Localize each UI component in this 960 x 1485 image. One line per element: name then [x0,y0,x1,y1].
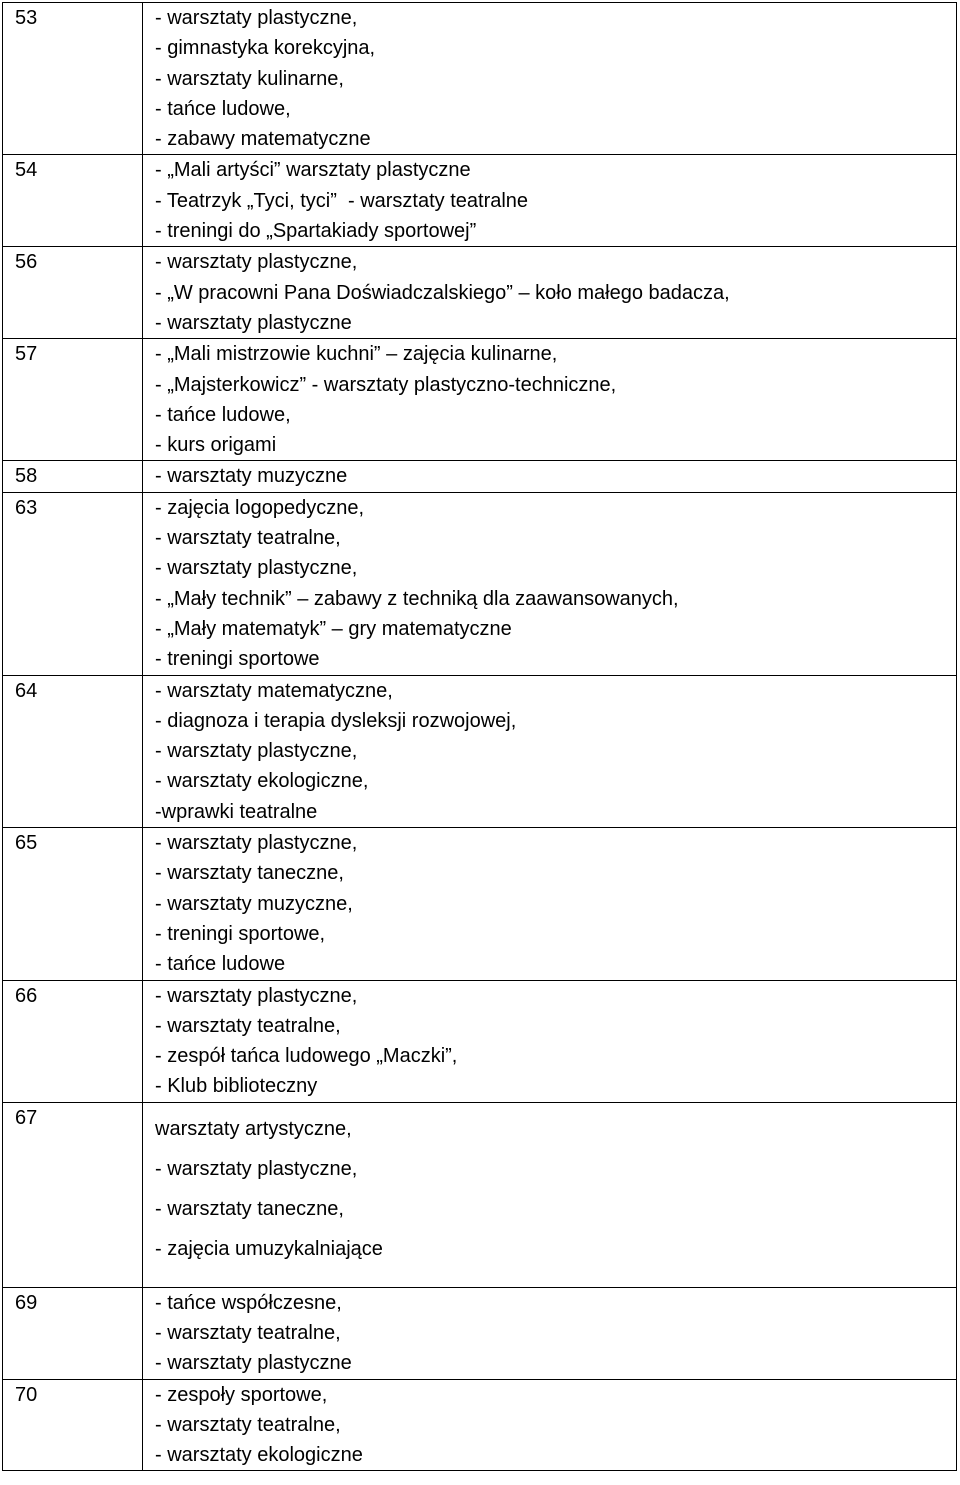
activities-cell [143,461,957,492]
school-number-cell [3,1102,143,1287]
activity-item: - „Mały matematyk” – gry matematyczne [155,617,512,640]
school-number: 54 [15,159,38,182]
activity-item: - tańce współczesne, [155,1291,342,1314]
school-number: 70 [15,1383,38,1406]
activity-item: - warsztaty kulinarne, [155,67,344,90]
activity-item: - warsztaty plastyczne, [155,740,358,763]
activity-item: - warsztaty plastyczne, [155,251,358,274]
table-row [3,675,957,827]
school-number-cell [3,247,143,339]
activity-item: - diagnoza i terapia dysleksji rozwojowej, [155,709,517,732]
activity-item: - treningi sportowe [155,648,320,671]
activity-item: - treningi do „Spartakiady sportowej” [155,220,477,243]
table-row [3,1379,957,1471]
school-number-cell [3,1379,143,1471]
activities-cell [143,1379,957,1471]
activities-table-body [3,3,957,1471]
activity-item: - warsztaty plastyczne, [155,984,358,1007]
table-row [3,828,957,980]
activity-item: - „Mały technik” – zabawy z techniką dla zaawansowanych, [155,587,679,610]
activities-table [2,2,957,1471]
activity-item: - warsztaty plastyczne, [155,7,358,29]
activity-item: - gimnastyka korekcyjna, [155,37,376,60]
table-row [3,3,957,155]
activity-item: - warsztaty matematyczne, [155,679,393,702]
school-number-cell [3,3,143,155]
table-row [3,1287,957,1379]
activity-item: - warsztaty teatralne, [155,1413,341,1436]
activity-item: - warsztaty teatralne, [155,1014,341,1037]
table-row [3,247,957,339]
school-number: 69 [15,1291,38,1314]
school-number-cell [3,155,143,247]
activity-item: warsztaty artystyczne, [155,1117,352,1140]
school-number: 63 [15,496,38,519]
activity-item: - tańce ludowe, [155,403,291,426]
activity-item: - warsztaty taneczne, [155,862,344,885]
activity-item: - warsztaty plastyczne [155,311,352,334]
activities-cell [143,339,957,461]
activity-item: - treningi sportowe, [155,922,326,945]
activity-item: - tańce ludowe, [155,97,291,120]
table-row [3,155,957,247]
activity-item: - warsztaty muzyczne, [155,892,353,915]
activity-item: - warsztaty taneczne, [155,1197,344,1220]
table-row [3,1102,957,1287]
school-number-cell [3,828,143,980]
activity-item: - zabawy matematyczne [155,128,371,151]
school-number: 57 [15,343,38,366]
school-number-cell [3,1287,143,1379]
activity-item: - kurs origami [155,434,277,457]
table-row [3,461,957,492]
activities-cell [143,675,957,827]
activity-item: - warsztaty teatralne, [155,1321,341,1344]
activity-item: - tańce ludowe [155,953,286,976]
activity-item: - „Majsterkowicz” - warsztaty plastyczno-techniczne, [155,373,617,396]
school-number: 56 [15,251,38,274]
activities-cell [143,980,957,1102]
activity-item: - warsztaty ekologiczne, [155,770,369,793]
activity-item: - „Mali mistrzowie kuchni” – zajęcia kulinarne, [155,343,558,366]
school-number: 67 [15,1106,38,1129]
activities-cell [143,492,957,675]
activity-item: - „W pracowni Pana Doświadczalskiego” – koło małego badacza, [155,281,730,304]
activities-cell [143,1287,957,1379]
activity-item: - warsztaty plastyczne, [155,557,358,580]
activities-cell [143,247,957,339]
school-number: 53 [15,7,38,29]
school-number: 66 [15,984,38,1007]
school-number-cell [3,461,143,492]
table-row [3,339,957,461]
activity-item: - warsztaty ekologiczne [155,1444,363,1467]
school-number-cell [3,492,143,675]
activities-cell [143,3,957,155]
table-row [3,492,957,675]
table-row [3,980,957,1102]
activity-item: - warsztaty plastyczne, [155,832,358,855]
activity-item: - warsztaty plastyczne [155,1352,352,1375]
activity-item: - zajęcia logopedyczne, [155,496,365,519]
activity-item: - Klub biblioteczny [155,1075,318,1098]
activity-item: -wprawki teatralne [155,800,318,823]
school-number: 65 [15,832,38,855]
school-number-cell [3,980,143,1102]
activities-cell [143,155,957,247]
activity-item: - zespoły sportowe, [155,1383,328,1406]
school-number: 58 [15,465,38,488]
activity-item: - zespół tańca ludowego „Maczki”, [155,1045,458,1068]
activity-item: - Teatrzyk „Tyci, tyci” - warsztaty teatralne [155,189,529,212]
activities-cell [143,828,957,980]
school-number-cell [3,339,143,461]
activities-cell [143,1102,957,1287]
activity-item: - warsztaty muzyczne [155,465,348,488]
activity-item: - warsztaty teatralne, [155,527,341,550]
activity-item: - warsztaty plastyczne, [155,1157,358,1180]
school-number-cell [3,675,143,827]
activity-item: - „Mali artyści” warsztaty plastyczne [155,159,471,182]
activity-item: - zajęcia umuzykalniające [155,1237,383,1260]
school-number: 64 [15,679,38,702]
